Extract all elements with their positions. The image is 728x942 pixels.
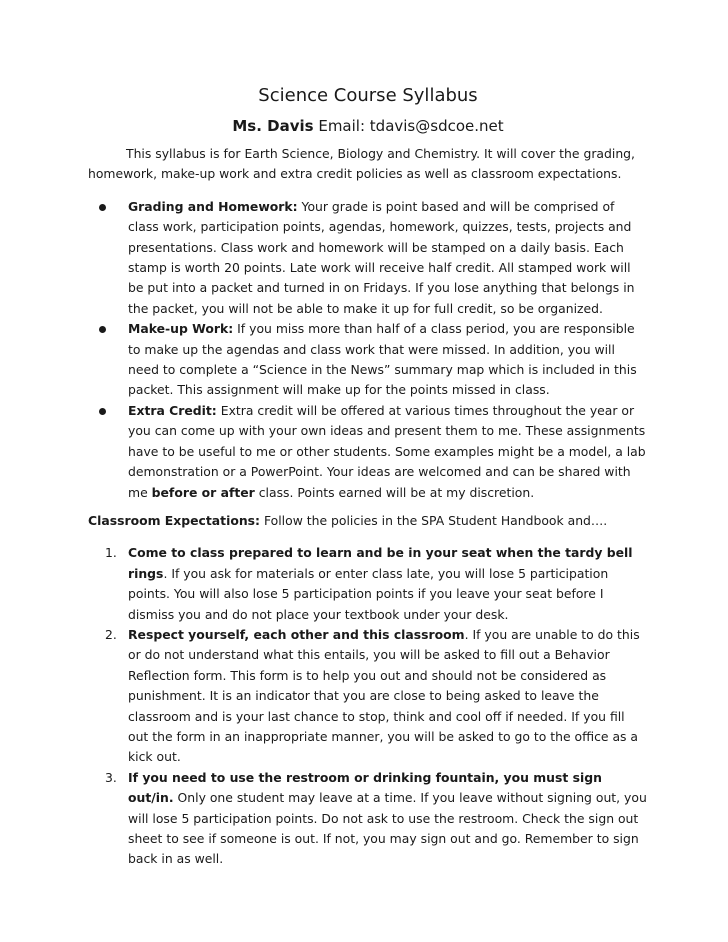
policy-item-makeup <box>88 319 648 401</box>
rule-text: . If you are unable to do this or do not understand what this entails, you will be asked to fill out a Behavior Reflection form. This form is to help you out and should not be considered as punishment. It is an indicator that you are close to being asked to leave the classroom and is your last chance to stop, think and cool off if needed. If you fill out the form in an inappropriate manner, you will be asked to go to the office as a kick out. <box>128 626 640 765</box>
rule-number: 3. <box>105 769 117 785</box>
rule-heading: If you need to use the restroom or drinking fountain, you must sign out/in. <box>128 769 602 806</box>
email-label: Email: <box>318 117 366 135</box>
policy-text: Extra credit will be offered at various times throughout the year or you can come up with your own ideas and present them to me. These assignments have to be useful to me or other students. Some examples might be a model, a lab demonstration or a PowerPoint. Your ideas are welcomed and can be shared with me <box>128 402 646 500</box>
rule-item-2 <box>88 625 648 768</box>
teacher-name: Ms. Davis <box>232 117 314 135</box>
policy-heading: Make-up Work: <box>128 321 234 337</box>
bullet-icon <box>99 204 106 211</box>
rule-heading: Respect yourself, each other and this classroom <box>128 626 465 642</box>
rule-number: 1. <box>105 545 117 561</box>
policy-emphasis: before or after <box>151 484 255 500</box>
rule-item-3 <box>88 768 648 870</box>
teacher-line <box>88 116 648 136</box>
expectations-heading: Classroom Expectations: <box>88 512 261 528</box>
policy-list <box>88 197 648 503</box>
bullet-icon <box>99 408 106 415</box>
intro-paragraph: This syllabus is for Earth Science, Biology and Chemistry. It will cover the grading, homework, make-up work and extra credit policies as well as classroom expectations. <box>88 146 635 182</box>
policy-heading: Extra Credit: <box>128 402 217 418</box>
rule-item-1 <box>88 543 648 625</box>
rule-number: 2. <box>105 626 117 642</box>
rules-list <box>88 543 648 870</box>
expectations-text: Follow the policies in the SPA Student Handbook and…. <box>263 512 608 528</box>
policy-text: If you miss more than half of a class period, you are responsible to make up the agendas and class work that were missed. In addition, you will need to complete a “Science in the News” summary map which is included in this packet. This assignment will make up for the points missed in class. <box>128 321 637 398</box>
rule-text: . If you ask for materials or enter class late, you will lose 5 participation points. You will also lose 5 participation points if you leave your seat before I dismiss you and do not place your textbook under your desk. <box>128 565 609 622</box>
policy-item-grading <box>88 197 648 319</box>
policy-text: Your grade is point based and will be comprised of class work, participation points, agendas, homework, quizzes, tests, projects and presentations. Class work and homework will be stamped on a daily basis. Each stamp is worth 20 points. Late work will receive half credit. All stamped work will be put into a packet and turned in on Fridays. If you lose anything that belongs in the packet, you will not be able to make it up for full credit, so be organized. <box>128 198 635 316</box>
expectations-intro <box>88 511 648 531</box>
bullet-icon <box>99 326 106 333</box>
policy-heading: Grading and Homework: <box>128 198 298 214</box>
rule-heading: Come to class prepared to learn and be in your seat when the tardy bell rings <box>128 545 633 581</box>
policy-item-extra-credit <box>88 401 648 503</box>
teacher-email: tdavis@sdcoe.net <box>369 117 504 135</box>
rule-text: Only one student may leave at a time. If you leave without signing out, you will lose 5 participation points. Do not ask to use the restroom. Check the sign out sheet to see if someone is out. If not, you may sign out and go. Remember to sign back in as well. <box>128 790 647 867</box>
page-title: Science Course Syllabus <box>258 85 478 106</box>
policy-text-tail: class. Points earned will be at my discretion. <box>258 484 535 500</box>
